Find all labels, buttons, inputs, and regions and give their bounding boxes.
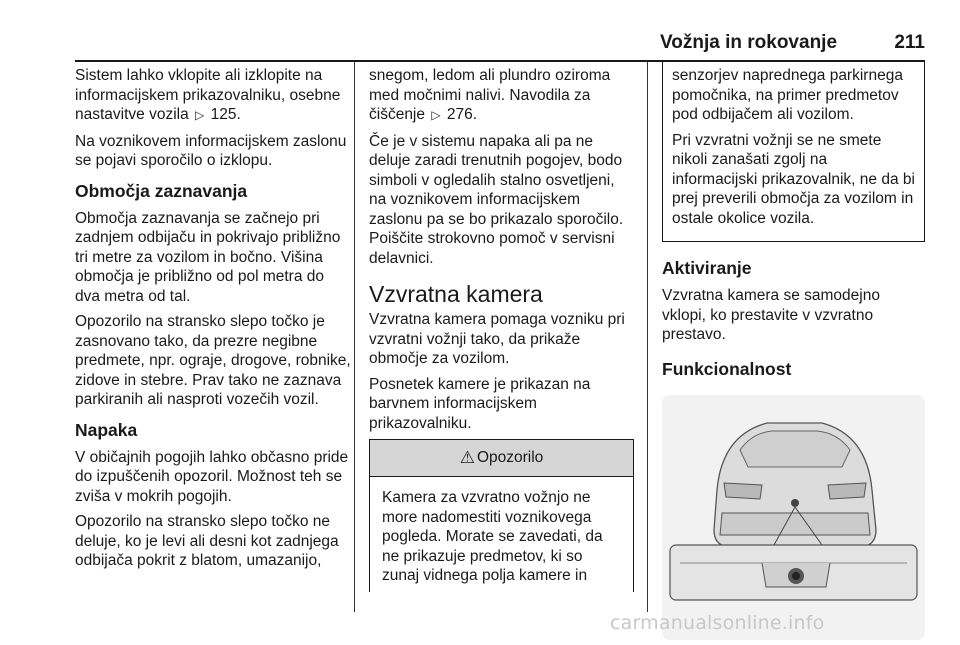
page-reference-link[interactable]: 276.	[446, 106, 478, 123]
paragraph: Vzvratna kamera pomaga vozniku pri vzvratni vožnji tako, da prikaže območje za vozilom.	[369, 311, 625, 367]
paragraph: senzorjev naprednega parkirnega pomočnika, na primer predmetov pod odbijačem ali vozilom.	[672, 67, 903, 123]
rear-camera-illustration	[662, 395, 925, 640]
warning-box	[369, 439, 634, 592]
warning-triangle-icon: ⚠	[459, 448, 475, 468]
column-divider-1	[354, 62, 355, 612]
section-heading-activation: Aktiviranje	[662, 258, 752, 278]
page-number: 211	[894, 32, 925, 53]
paragraph: Posnetek kamere je prikazan na barvnem informacijskem prikazovalniku.	[369, 375, 591, 432]
warning-box-continued	[662, 62, 925, 242]
paragraph: snegom, ledom ali plundro oziroma med močnimi nalivi. Navodila za čiščenje ▷ 276.	[369, 66, 634, 126]
warning-header	[370, 440, 633, 477]
section-heading-fault: Napaka	[75, 419, 138, 440]
paragraph: Če je v sistemu napaka ali pa ne deluje zaradi trenutnih pogojev, bodo simboli v ogledalih stalno osvetljeni, na voznikovem informacijskem zaslonu pa se bo prikazalo sporočilo. Poiščite strokovno pomoč v servisni delavnici.	[369, 132, 624, 267]
section-heading-function: Funkcionalnost	[662, 358, 792, 379]
page-reference-link[interactable]: 125.	[210, 106, 241, 123]
paragraph: Območja zaznavanja se začnejo pri zadnjem odbijaču in pokrivajo približno tri metre za vozilom in bočno. Višina območja je približno od pol metra do dva metra od tal.	[75, 209, 341, 305]
column-2	[369, 66, 634, 592]
page-header	[660, 28, 925, 58]
section-heading-zones: Območja zaznavanja	[75, 180, 248, 201]
reference-arrow-icon: ▷	[195, 108, 205, 122]
paragraph: Sistem lahko vklopite ali izklopite na informacijskem prikazovalniku, osebne nastavitve vozila ▷ 125.	[75, 66, 353, 126]
warning-title: Opozorilo	[476, 449, 544, 467]
column-divider-2	[647, 62, 648, 612]
column-1	[75, 66, 353, 577]
paragraph: Pri vzvratni vožnji se ne smete nikoli zanašati zgolj na informacijski prikazovalnik, ne da bi prej preverili območja za vozilom in ostale okolice vozila.	[672, 131, 915, 227]
paragraph: Opozorilo na stransko slepo točko ne deluje, ko je levi ali desni kot zadnjega odbijača pokrit z blatom, umazanijo,	[75, 513, 339, 569]
paragraph: Na voznikovem informacijskem zaslonu se pojavi sporočilo o izklopu.	[75, 132, 347, 169]
chapter-title: Vožnja in rokovanje	[660, 32, 838, 53]
reference-arrow-icon: ▷	[431, 108, 441, 122]
watermark: carmanualsonline.info	[610, 612, 825, 634]
paragraph: Opozorilo na stransko slepo točko je zasnovano tako, da prezre negibne predmete, npr. ograje, drogove, robnike, zidove in stebre. Prav tako ne zaznava parkiranih ali nasproti vozečih vozil.	[75, 313, 351, 408]
paragraph: Vzvratna kamera se samodejno vklopi, ko prestavite v vzvratno prestavo.	[662, 287, 880, 343]
paragraph: V običajnih pogojih lahko občasno pride do izpuščenih opozoril. Možnost teh se zviša v mokrih pogojih.	[75, 448, 349, 505]
column-3	[662, 66, 925, 645]
warning-body: Kamera za vzvratno vožnjo ne more nadomestiti voznikovega pogleda. Morate se zavedati, da ne prikazuje predmetov, ki so zunaj vidnega polja kamere in	[382, 489, 603, 584]
section-heading-camera: Vzvratna kamera	[369, 281, 543, 307]
